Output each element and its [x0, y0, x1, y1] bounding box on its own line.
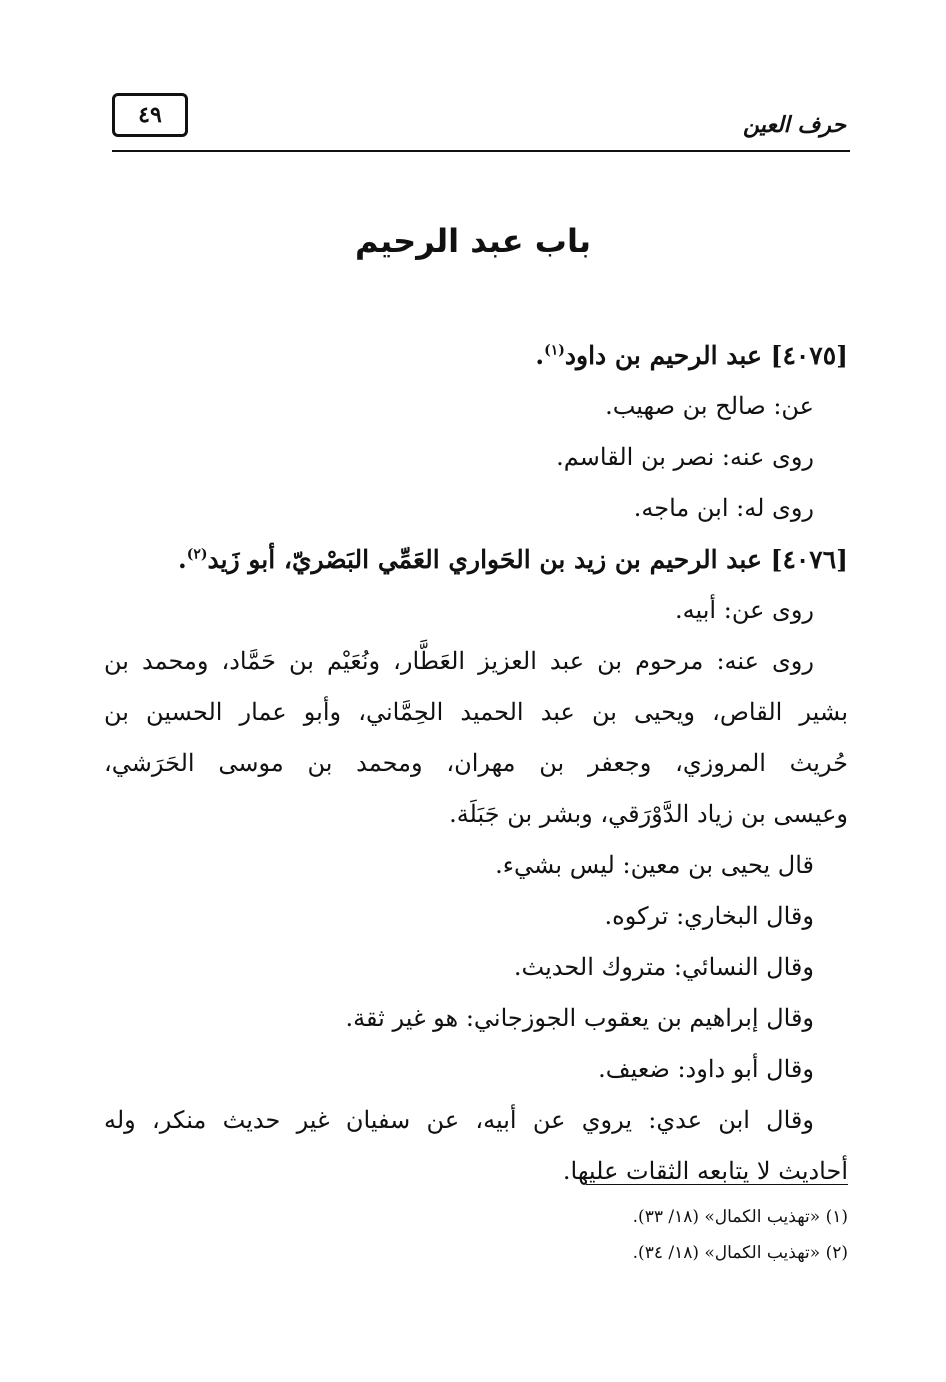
entry-name: عبد الرحيم بن داود — [564, 341, 762, 370]
entry-end: . — [178, 545, 187, 574]
text-line: وقال ابن عدي: يروي عن أبيه، عن سفيان غير حديث منكر، وله — [104, 1106, 814, 1134]
text-line: قال يحيى بن معين: ليس بشيء. — [495, 851, 814, 879]
entry-end: . — [535, 341, 545, 370]
footnote-rule — [586, 1184, 848, 1185]
entry-number: [٤٠٧٦] — [770, 545, 848, 574]
footnote: (١) «تهذيب الكمال» (١٨/ ٣٣). — [632, 1207, 848, 1227]
footnote: (٢) «تهذيب الكمال» (١٨/ ٣٤). — [632, 1243, 848, 1263]
header-rule — [112, 150, 850, 152]
text-line: روى عن: أبيه. — [675, 596, 814, 624]
footnotes — [633, 1199, 848, 1271]
text-line: وعيسى بن زياد الدَّوْرَقي، وبشر بن جَبَلَة. — [449, 800, 848, 828]
text-line: وقال إبراهيم بن يعقوب الجوزجاني: هو غير ثقة. — [345, 1004, 814, 1032]
text-line: وقال البخاري: تركوه. — [604, 902, 814, 930]
text-line: روى له: ابن ماجه. — [633, 494, 814, 522]
entry-number: [٤٠٧٥] — [770, 341, 848, 370]
text-line: روى عنه: مرحوم بن عبد العزيز العَطَّار، ونُعَيْم بن حَمَّاد، ومحمد بن — [104, 647, 814, 675]
entry-heading — [104, 534, 848, 585]
footnote-ref: (٢) — [186, 546, 208, 563]
text-line: أحاديث لا يتابعه الثقات عليها. — [562, 1157, 848, 1185]
main-text — [104, 330, 848, 1197]
text-line: بشير القاص، ويحيى بن عبد الحميد الحِمَّاني، وأبو عمار الحسين بن — [104, 698, 848, 726]
page-number: ٤٩ — [138, 102, 162, 128]
text-line: روى عنه: نصر بن القاسم. — [556, 443, 814, 471]
entry-heading — [104, 330, 848, 381]
text-line: وقال أبو داود: ضعيف. — [598, 1055, 814, 1083]
running-head: حرف العين — [742, 112, 846, 138]
chapter-title: باب عبد الرحيم — [355, 222, 591, 260]
text-line: وقال النسائي: متروك الحديث. — [513, 953, 814, 981]
text-line: عن: صالح بن صهيب. — [605, 392, 814, 420]
footnote-ref: (١) — [544, 342, 565, 359]
page-number-box — [112, 93, 188, 137]
entry-name: عبد الرحيم بن زيد بن الحَواري العَمِّي البَصْريّ، أبو زَيد — [207, 545, 762, 574]
text-line: حُريث المروزي، وجعفر بن مهران، ومحمد بن موسى الحَرَشي، — [104, 749, 848, 777]
